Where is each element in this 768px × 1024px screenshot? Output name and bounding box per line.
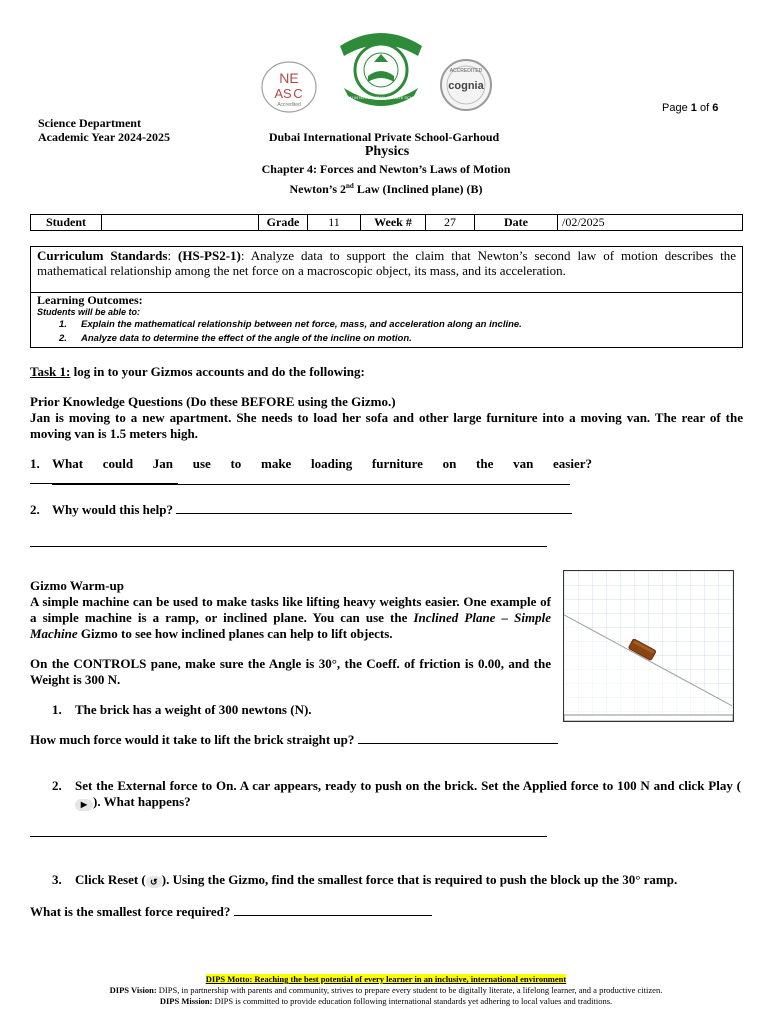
task-heading: Task 1: log in to your Gizmos accounts and do the following:	[30, 364, 365, 379]
week-label: Week #	[361, 215, 426, 231]
answer-line[interactable]	[30, 836, 547, 837]
answer-line[interactable]	[234, 915, 432, 916]
standards-box	[30, 246, 743, 348]
warmup-heading: Gizmo Warm-up	[30, 578, 125, 593]
svg-text:NE: NE	[279, 70, 299, 86]
department: Science Department	[38, 116, 141, 130]
student-info-table	[30, 214, 743, 231]
chapter-title: Chapter 4: Forces and Newton’s Laws of Motion	[261, 162, 511, 176]
footer-mission: DIPS Mission: DIPS is committed to provide education following international standards yet adhering to local values and traditions.	[159, 996, 613, 1006]
svg-text:AS: AS	[274, 86, 292, 101]
learning-outcomes: Learning Outcomes: Students will be able to: 1. Explain the mathematical relationship between net force, mass, and acceleration along an incline. 2. Analyze data to determine the effect of the angle of the incline on motion.	[37, 293, 737, 346]
svg-text:cognia: cognia	[448, 80, 484, 92]
week-value: 27	[426, 215, 475, 231]
outcome-item: 2. Analyze data to determine the effect of the angle of the incline on motion.	[59, 333, 412, 344]
reset-icon: ↺	[146, 876, 162, 888]
play-icon: ▶	[75, 799, 93, 811]
svg-text:C: C	[293, 86, 303, 101]
student-field[interactable]	[102, 215, 259, 231]
neasc-logo	[260, 60, 318, 114]
outcome-item: 1. Explain the mathematical relationship between net force, mass, and acceleration along an incline.	[59, 319, 522, 330]
academic-year: Academic Year 2024-2025	[38, 130, 170, 144]
answer-line[interactable]	[176, 513, 572, 514]
warmup-question-3: 3. Click Reset ( ↺ ). Using the Gizmo, find the smallest force that is required to push the block up the 30° ramp.	[52, 872, 678, 887]
school-seal-logo	[334, 26, 428, 108]
footer-motto: DIPS Motto: Reaching the best potential of every learner in an inclusive, international environment	[205, 974, 567, 984]
grade-value: 11	[308, 215, 361, 231]
warmup-question-2: 2. Set the External force to On. A car appears, ready to push on the brick. Set the Applied force to 100 N and click Play (▶ ). What happens?	[52, 778, 741, 809]
prior-knowledge-heading: Prior Knowledge Questions (Do these BEFORE using the Gizmo.)	[30, 394, 396, 409]
date-field[interactable]: /02/2025	[558, 215, 743, 231]
question-1: 1. What could Jan use to make loading furniture on the van easier?	[30, 456, 743, 488]
student-label: Student	[31, 215, 102, 231]
question-2: 2. Why would this help?	[30, 502, 572, 518]
answer-line[interactable]	[30, 546, 547, 547]
footer	[0, 974, 768, 1007]
warmup-question-3-follow: What is the smallest force required?	[30, 904, 432, 920]
answer-line[interactable]	[52, 484, 570, 485]
page-number: Page 1 of 6	[662, 102, 719, 114]
footer-vision: DIPS Vision: DIPS, in partnership with parents and community, strives to prepare every student to be digitally literate, a lifelong learner, and a productive citizen.	[109, 985, 663, 995]
answer-line[interactable]	[358, 743, 558, 744]
warmup-paragraph-1: A simple machine can be used to make tasks like lifting heavy weights easier. One example of a simple machine is a ramp, or inclined plane. You can use the Inclined Plane – Simple Machine Gizmo to see how inclined planes can help to lift objects.	[30, 594, 551, 641]
date-label: Date	[475, 215, 558, 231]
lesson-title: Newton’s 2nd Law (Inclined plane) (B)	[289, 182, 483, 196]
inclined-plane-image	[563, 570, 734, 722]
school-name: Dubai International Private School-Garhoud	[268, 130, 500, 144]
svg-text:Accredited: Accredited	[277, 102, 301, 108]
grade-label: Grade	[259, 215, 308, 231]
warmup-question-1-follow: How much force would it take to lift the brick straight up?	[30, 732, 558, 748]
warmup-question-1: 1. The brick has a weight of 300 newtons (N).	[52, 702, 312, 717]
curriculum-standards: Curriculum Standards: (HS-PS2-1): Analyze data to support the claim that Newton’s second law of motion describes the mathematical relationship among the net force on a macroscopic object, its mass, and its acceleration.	[37, 248, 736, 278]
cognia-logo	[438, 58, 494, 112]
warmup-paragraph-2: On the CONTROLS pane, make sure the Angle is 30°, the Coeff. of friction is 0.00, and the Weight is 300 N.	[30, 656, 551, 687]
subject: Physics	[364, 144, 410, 159]
svg-text:ACCREDITED: ACCREDITED	[449, 68, 483, 74]
prior-knowledge-intro: Jan is moving to a new apartment. She needs to load her sofa and other large furniture into a moving van. The rear of the moving van is 1.5 meters high.	[30, 410, 743, 441]
svg-text:DUBAI INTERNATIONAL PRIVATE SC: DUBAI INTERNATIONAL PRIVATE SCHOOL	[340, 95, 422, 100]
